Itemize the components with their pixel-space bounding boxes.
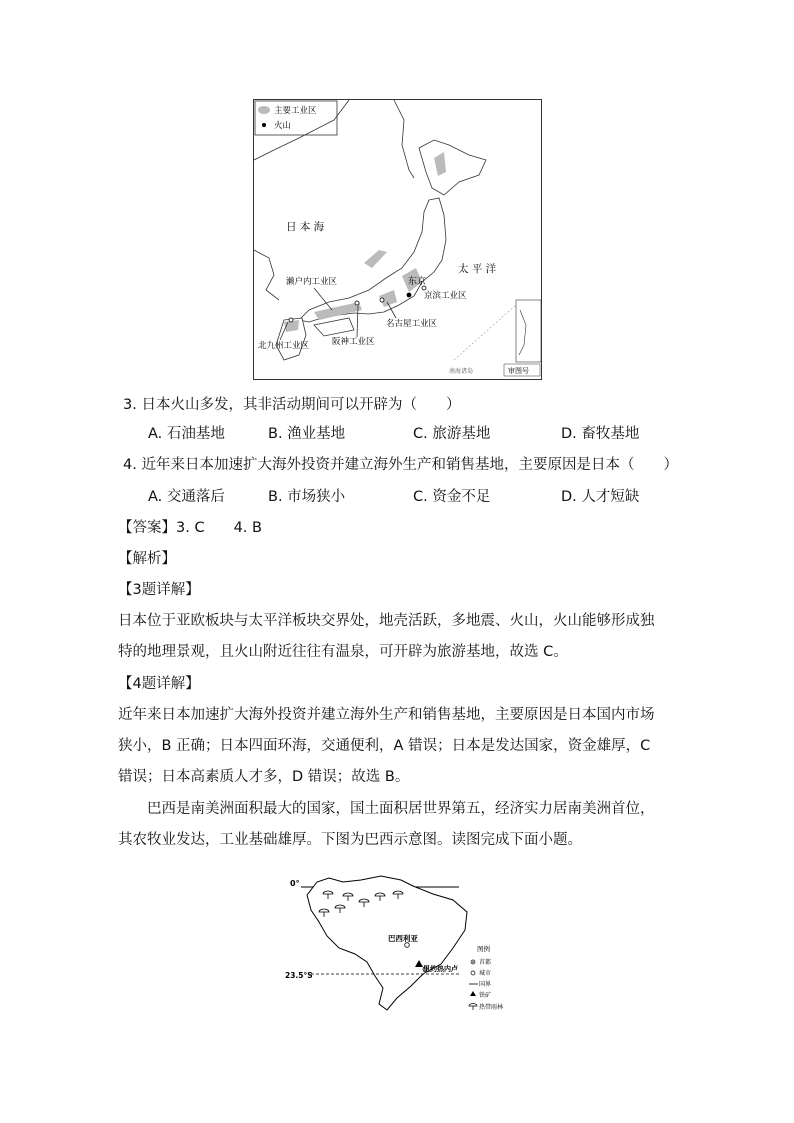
rio-label: 里约热内卢: [423, 965, 458, 973]
brazil-outline: [307, 876, 467, 1010]
kitakyushu-label: 北九州工业区: [258, 341, 310, 351]
q3-detail-text: 日本位于亚欧板块与太平洋板块交界处，地壳活跃，多地震、火山，火山能够形成独特的地理景观，且火山附近往往有温泉，可开辟为旅游基地，故选 C。: [118, 613, 655, 660]
q4-detail-heading: 【4题详解】: [118, 676, 200, 692]
q4-option-b[interactable]: B. 市场狭小: [268, 489, 346, 505]
legend-rainforest: 热带雨林: [479, 1004, 504, 1011]
analysis-heading: 【解析】: [118, 551, 176, 567]
legend-industrial: 主要工业区: [274, 106, 317, 116]
q3-option-d[interactable]: D. 畜牧基地: [561, 426, 640, 442]
q3-detail-heading: 【3题详解】: [118, 582, 200, 598]
iron-legend-icon: [470, 991, 476, 996]
city-legend-icon: [471, 971, 475, 975]
tropic-label: 23.5°S: [285, 971, 313, 980]
answer-line: 【答案】3. C 4. B: [118, 520, 262, 536]
equator-label: 0°: [290, 879, 300, 888]
inset-note: 南海诸岛: [449, 368, 474, 375]
question-4-stem: 4. 近年来日本加速扩大海外投资并建立海外生产和销售基地，主要原因是日本（ ）: [123, 457, 678, 473]
keihin-label: 京滨工业区: [424, 291, 467, 301]
hokkaido: [419, 140, 486, 195]
sea-of-japan-label: 日 本 海: [286, 221, 325, 233]
volcano-marker: [355, 301, 359, 305]
volcano-marker: [289, 318, 293, 322]
tokyo-dot: [407, 293, 412, 298]
legend-border: 国界: [479, 981, 492, 988]
q3-option-b[interactable]: B. 渔业基地: [268, 426, 346, 442]
q4-option-c[interactable]: C. 资金不足: [413, 489, 491, 505]
rainforest-legend-icon: [469, 1004, 477, 1011]
tokyo-label: 东京: [408, 277, 427, 287]
hanshin-label: 阪神工业区: [332, 337, 375, 347]
brazil-map-svg: [283, 870, 515, 1015]
capital-label: 巴西利亚: [388, 934, 418, 943]
setouchi-label: 濑户内工业区: [286, 277, 338, 287]
q3-option-a[interactable]: A. 石油基地: [148, 426, 225, 442]
nagoya-label: 名古屋工业区: [386, 319, 438, 329]
map-code-label: 审图号: [508, 367, 529, 375]
legend-title: 图例: [477, 945, 490, 953]
q4-detail-text: 近年来日本加速扩大海外投资并建立海外生产和销售基地，主要原因是日本国内市场狭小，B 正确；日本四面环海，交通便利，A 错误；日本是发达国家，资金雄厚，C 错误；日本高素质人才多，D 错误；故选 B。: [118, 707, 655, 785]
volcano-marker: [380, 298, 384, 302]
shikoku: [314, 318, 354, 336]
volcano-legend-icon: [262, 123, 266, 127]
legend-city: 城市: [479, 970, 492, 977]
sakhalin-coast: [394, 100, 414, 178]
japan-map: [253, 99, 542, 380]
japan-map-svg: [254, 100, 541, 379]
brazil-intro-text: 巴西是南美洲面积最大的国家，国土面积居世界第五，经济实力居南美洲首位，其农牧业发达，工业基础雄厚。下图为巴西示意图。读图完成下面小题。: [118, 801, 655, 848]
hokuriku-industrial: [364, 250, 387, 268]
pacific-ocean-label: 太 平 洋: [458, 263, 497, 275]
legend-volcano: 火山: [274, 121, 292, 131]
korea-coast: [254, 250, 279, 300]
inset-guide: [454, 305, 516, 360]
q3-option-c[interactable]: C. 旅游基地: [413, 426, 491, 442]
question-3-stem: 3. 日本火山多发，其非活动期间可以开辟为（ ）: [123, 397, 461, 413]
q4-option-d[interactable]: D. 人才短缺: [561, 489, 640, 505]
q4-option-a[interactable]: A. 交通落后: [148, 489, 225, 505]
capital-marker: [405, 943, 410, 948]
legend-capital: 首都: [479, 959, 492, 966]
industrial-legend-swatch: [258, 106, 270, 114]
inset-box: [516, 300, 541, 362]
brazil-map: [283, 870, 515, 1015]
legend-iron: 铁矿: [479, 992, 492, 999]
